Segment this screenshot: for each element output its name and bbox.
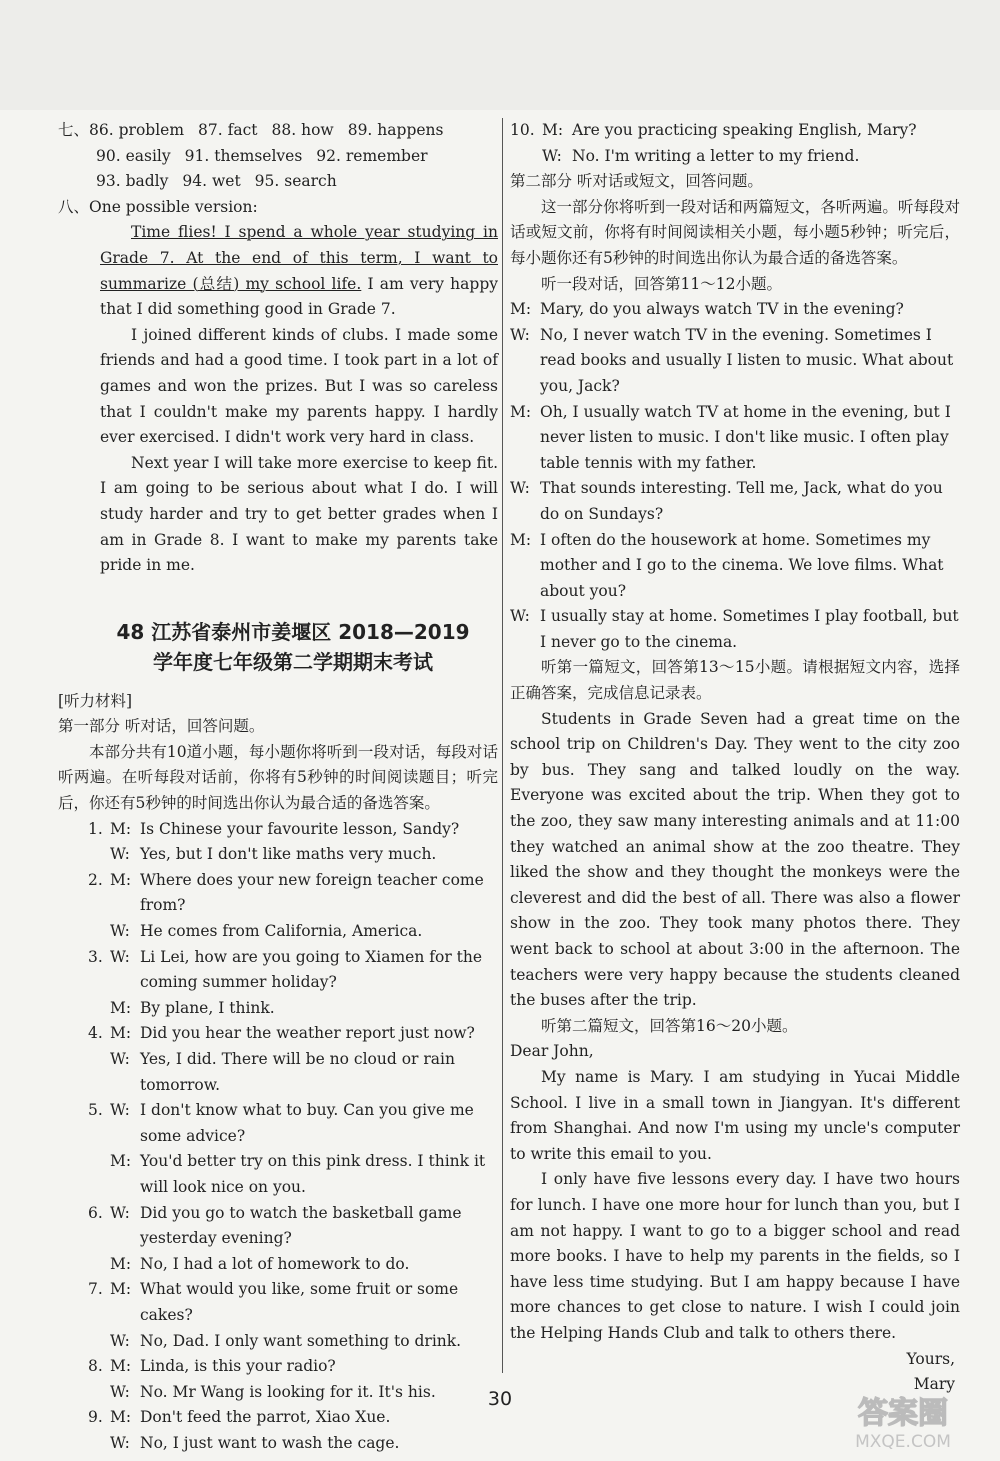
speaker-label: W: (110, 922, 130, 941)
answer-number: 89. (347, 121, 373, 139)
speaker-label: W: (110, 1203, 130, 1222)
dialogue-line (510, 604, 960, 655)
answer-word: problem (118, 121, 185, 139)
answer-word: easily (125, 146, 171, 165)
answer-number: 90. (96, 146, 121, 165)
dialogue-text: You'd better try on this pink dress. I think it will look nice on you. (140, 1152, 486, 1196)
part1-heading: 第一部分 听对话，回答问题。 (58, 717, 265, 736)
dialogue-line (510, 400, 960, 477)
listening-label: [听力材料] (58, 691, 133, 710)
answer-number: 94. (182, 172, 208, 191)
passage1-intro: 听第一篇短文，回答第13～15小题。请根据短文内容，选择正确答案，完成信息记录表。 (510, 658, 960, 703)
answer-word: search (284, 172, 337, 191)
dialogue-item (88, 945, 498, 1022)
answer-number: 91. (184, 146, 210, 165)
speaker-label: W: (110, 1050, 130, 1068)
dialogue-line-first (88, 817, 498, 843)
dialogue-text: I don't know what to buy. Can you give me some advice? (140, 1101, 474, 1145)
speaker-label: M: (110, 819, 132, 838)
dialogue-text: No. Mr Wang is looking for it. It's his. (140, 1382, 436, 1401)
exam-title-line: 学年度七年级第二学期期末考试 (153, 649, 433, 674)
letter-paragraph: I only have five lessons every day. I have two hours for lunch. I have one more hour for lunch than you, but I am not happy. I want to go to a bigger school and read more books. I have to help my parents in the fields, so I have less time studying. But I am happy because I have more chances to get close to nature. I wish I could join the Helping Hands Club and talk to others there. (510, 1170, 960, 1342)
item-number: 1. (88, 819, 103, 838)
answer-section-7 (58, 118, 498, 220)
dialogue-text: Did you hear the weather report just now? (140, 1024, 475, 1043)
item-number: 10. (510, 121, 535, 139)
item-number: 9. (88, 1408, 103, 1427)
watermark-text: 答案圈 (858, 1396, 948, 1431)
speaker-label: M: (110, 998, 132, 1017)
speaker-label: M: (110, 1024, 132, 1043)
essay-paragraph: Next year I will take more exercise to keep fit. I am going to be serious about what I do. I will study harder and try to get better grades when I am in Grade 8. I want to make my parents take pride in me. (100, 453, 498, 575)
item-number: 4. (88, 1024, 103, 1043)
dialogue-10 (510, 118, 960, 169)
answer-word: fact (227, 121, 258, 139)
speaker-label: M: (110, 1152, 132, 1171)
item-number: 6. (88, 1203, 103, 1222)
dialogue-line (510, 528, 960, 605)
dialogue-line (88, 919, 498, 945)
dialogue-line-first (510, 118, 960, 144)
dialogue-item (88, 1021, 498, 1098)
dialogue-line (510, 476, 960, 527)
passage2-intro: 听第二篇短文，回答第16～20小题。 (541, 1016, 798, 1035)
answer-number: 87. (198, 121, 223, 139)
dialogue-text: No, I just want to wash the cage. (140, 1433, 400, 1452)
part2-dialogue (510, 297, 960, 655)
dialogue-item (88, 1201, 498, 1278)
dialogue-line-first (88, 1201, 498, 1252)
dialogue-text: No. I'm writing a letter to my friend. (572, 146, 860, 165)
speaker-label: M: (110, 1254, 132, 1273)
dialogue-text: Li Lei, how are you going to Xiamen for the coming summer holiday? (140, 947, 483, 992)
item-number: 8. (88, 1357, 103, 1376)
dialogue-text: By plane, I think. (140, 998, 275, 1017)
dialogue-item (88, 1405, 498, 1456)
answer-word: wet (212, 172, 241, 191)
letter-paragraph: My name is Mary. I am studying in Yucai Middle School. I live in a small town in Jiangyan. It's different from Shanghai. And now I'm using my uncle's computer to write this email to you. (510, 1067, 960, 1163)
dialogue-line (88, 1431, 498, 1457)
speaker-label: M: (510, 402, 532, 421)
dialogue-line (88, 1252, 498, 1278)
item-number: 3. (88, 947, 103, 966)
part1-instructions: 本部分共有10道小题，每小题你将听到一段对话，每段对话听两遍。在听每段对话前，你将有5秒钟的时间阅读题目；听完后，你还有5秒钟的时间选出你认为最合适的备选答案。 (58, 742, 498, 813)
answer-number: 93. (96, 172, 121, 191)
dialogue-text: Where does your new foreign teacher come from? (140, 870, 484, 915)
dialogue-text: Linda, is this your radio? (140, 1357, 336, 1376)
dialogue-item (88, 1277, 498, 1354)
speaker-label: W: (510, 479, 530, 498)
dialogue-text: No, I had a lot of homework to do. (140, 1254, 410, 1273)
dialogue-line-first (88, 1354, 498, 1380)
column-divider (502, 118, 503, 1373)
speaker-label: W: (510, 607, 530, 626)
dialogue-text: That sounds interesting. Tell me, Jack, what do you do on Sundays? (540, 479, 943, 523)
dialogue-line (88, 1149, 498, 1200)
dialogue-text: Yes, I did. There will be no cloud or rain tomorrow. (140, 1050, 455, 1094)
exam-title (88, 617, 498, 677)
dialogue-text: He comes from California, America. (140, 922, 423, 941)
speaker-label: W: (542, 146, 562, 165)
speaker-label: W: (110, 947, 130, 966)
dialogue-text: What would you like, some fruit or some cakes? (140, 1280, 459, 1324)
page-number: 30 (487, 1388, 513, 1410)
letter-greeting: Dear John, (510, 1042, 594, 1061)
dialogue-intro: 听一段对话，回答第11～12小题。 (541, 274, 782, 293)
answer-number: 95. (254, 172, 280, 191)
dialogue-line (88, 996, 498, 1022)
watermark-url: MXQE.COM (855, 1432, 951, 1452)
answer-row (58, 118, 498, 144)
dialogue-text: Mary, do you always watch TV in the evening? (540, 300, 904, 319)
dialogue-line-first (88, 868, 498, 919)
dialogue-line (510, 323, 960, 400)
letter-signature: Mary (913, 1375, 955, 1394)
dialogue-line (88, 1329, 498, 1355)
section-label: 八、 (58, 197, 90, 216)
dialogue-text: I often do the housework at home. Sometimes my mother and I go to the cinema. We love films. What about you? (540, 530, 944, 600)
watermark-logo (828, 1383, 978, 1453)
dialogue-text: Oh, I usually watch TV at home in the evening, but I never listen to music. I don't like music. I often play table tennis with my father. (540, 402, 951, 472)
passage1-text: Students in Grade Seven had a great time on the school trip on Children's Day. They went to the city zoo by bus. They sang and talked loudly on the way. Everyone was excited about the trip. When they got to the zoo, they saw many interesting animals and at 11:00 they watched an animal show at the zoo theatre. They liked the show and they thought the monkeys were the cleverest and did the best of all. There was also a flower show in the zoo. They took many photos there. They went back to school at about 3:00 in the afternoon. The teachers were very happy because the students cleaned the buses after the trip. (510, 709, 960, 1010)
dialogue-line-first (88, 1277, 498, 1328)
dialogue-list (88, 817, 498, 1457)
dialogue-line-first (88, 1021, 498, 1047)
answer-word: remember (345, 146, 428, 165)
section-title: One possible version: (89, 197, 258, 216)
speaker-label: M: (110, 1280, 132, 1299)
item-number: 5. (88, 1101, 103, 1120)
dialogue-text: Did you go to watch the basketball game yesterday evening? (140, 1203, 462, 1248)
answer-row (88, 144, 498, 170)
letter-closing: Yours, (906, 1349, 955, 1368)
dialogue-text: No, I never watch TV in the evening. Sometimes I read books and usually I listen to music. What about you, Jack? (540, 325, 954, 395)
scan-top-margin (0, 0, 1000, 110)
speaker-label: M: (110, 1357, 132, 1376)
speaker-label: W: (110, 1331, 130, 1350)
dialogue-item (88, 817, 498, 868)
answer-word: happens (377, 121, 444, 139)
answer-word: badly (125, 172, 169, 191)
dialogue-line (510, 297, 960, 323)
answer-row (88, 169, 498, 195)
section-label: 七、 (58, 121, 90, 139)
dialogue-item (510, 118, 960, 169)
speaker-label: M: (110, 870, 132, 889)
answer-number: 88. (271, 121, 297, 139)
dialogue-item (88, 1098, 498, 1200)
part2-instructions: 这一部分你将听到一段对话和两篇短文，各听两遍。听每段对话或短文前，你将有时间阅读相关小题，每小题5秒钟；听完后，每小题你还有5秒钟的时间选出你认为最合适的备选答案。 (510, 197, 960, 267)
speaker-label: M: (110, 1408, 132, 1427)
dialogue-text: Is Chinese your favourite lesson, Sandy? (140, 819, 460, 838)
speaker-label: W: (110, 1433, 130, 1452)
dialogue-text: Are you practicing speaking English, Mary? (572, 121, 917, 139)
dialogue-line (88, 842, 498, 868)
speaker-label: M: (542, 121, 564, 139)
item-number: 2. (88, 870, 103, 889)
essay-paragraph (100, 220, 498, 322)
essay-text: I am very happy that I did something good in Grade 7. (100, 274, 498, 319)
speaker-label: W: (110, 1382, 130, 1401)
answer-number: 92. (316, 146, 341, 165)
exam-title-line: 48 江苏省泰州市姜堰区 2018—2019 (116, 619, 470, 644)
speaker-label: W: (510, 325, 530, 344)
speaker-label: M: (510, 530, 532, 549)
essay-underlined-text: Time flies! I spend a whole year studying in Grade 7. At the end of this term, I want to summarize (总结) my school life. (100, 223, 498, 293)
essay-paragraph: I joined different kinds of clubs. I made some friends and had a good time. I took part in a lot of games and won the prizes. But I was so careless that I couldn't make my parents happy. I hardly ever exercised. I didn't work very hard in class. (100, 325, 498, 447)
dialogue-line-first (88, 1098, 498, 1149)
speaker-label: W: (110, 1101, 130, 1120)
dialogue-text: Don't feed the parrot, Xiao Xue. (140, 1408, 391, 1427)
section-8-heading (58, 195, 498, 221)
part2-heading: 第二部分 听对话或短文，回答问题。 (510, 172, 763, 191)
right-column (510, 118, 960, 1398)
item-number: 7. (88, 1280, 103, 1299)
speaker-label: M: (510, 300, 532, 319)
dialogue-text: No, Dad. I only want something to drink. (140, 1331, 462, 1350)
answer-number: 86. (89, 121, 114, 139)
speaker-label: W: (110, 845, 130, 864)
answer-word: themselves (214, 146, 303, 165)
dialogue-line (510, 144, 960, 170)
dialogue-text: I usually stay at home. Sometimes I play football, but I never go to the cinema. (540, 607, 959, 651)
dialogue-line (88, 1047, 498, 1098)
dialogue-text: Yes, but I don't like maths very much. (140, 845, 437, 864)
answer-word: how (301, 121, 334, 139)
left-column (58, 118, 498, 1457)
dialogue-line-first (88, 945, 498, 996)
dialogue-item (88, 868, 498, 945)
